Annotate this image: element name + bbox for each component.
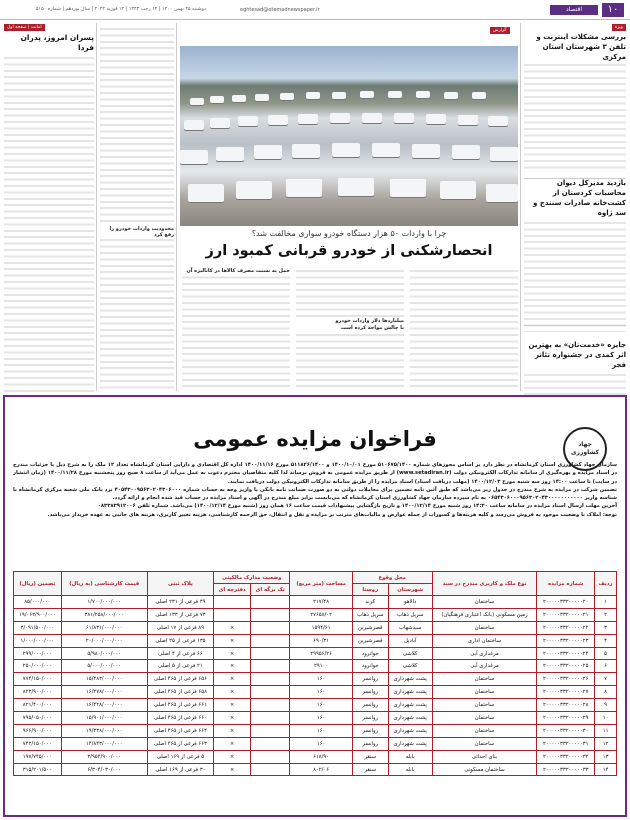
cell-price: ۵/۰۰۰/۰۰۰/۰۰۰ [61, 660, 147, 673]
cell-area: ۶۹۰/۳۱ [290, 634, 352, 647]
cell-village: آبادپل [388, 634, 432, 647]
cell-type: مرغداری آبی [432, 647, 537, 660]
cell-plate: ۲۱ فرعی از ۵ اصلی [147, 660, 213, 673]
cell-plate: ۶۶ فرعی از ۴ اصلی [147, 647, 213, 660]
cell-price: ۱/۷۰۰/۰۰۰/۰۰۰ [61, 596, 147, 609]
divider [524, 325, 626, 326]
cell-row: ۳ [595, 621, 617, 634]
left-column-body [4, 55, 94, 395]
cell-price: ۱۶/۴۲۸/۰۰۰/۰۰۰ [61, 699, 147, 712]
cell-single: × [214, 750, 251, 763]
ad-title: فراخوان مزایده عمومی [193, 427, 437, 451]
article-col-2 [296, 268, 404, 390]
cell-deposit: ۷۴۲/۱۵۰/۰۰۰ [14, 737, 62, 750]
cell-area: ۲۹۹۵۶/۲۶ [290, 647, 352, 660]
col-doc-status: وضعیت مدارک مالکیتی [214, 572, 290, 584]
jihad-agriculture-logo [563, 427, 607, 471]
cell-price: ۱۶/۴۷۸/۰۰۰/۰۰۰ [61, 686, 147, 699]
col-notebook: دفترچه ای [214, 584, 251, 596]
news2-body [524, 220, 626, 332]
cell-notebook [251, 647, 290, 660]
column-divider [176, 23, 177, 391]
cell-plate: ۸۹ فرعی از ۱۷ اصلی [147, 621, 213, 634]
main-tag: گزارش [490, 27, 510, 34]
cell-notebook [251, 634, 290, 647]
article-col-3 [182, 268, 290, 390]
cell-single: × [214, 737, 251, 750]
page-number: ۱۰ [602, 3, 624, 17]
table-row [14, 699, 617, 712]
ad-paragraph: توجه: املاک با وضعیت موجود به فروش می‌رسد و کلیه هزینه‌ها و کسورات از جمله عوارض و مالیات‌های مترتب بر مزایده و نقل و انتقال، حق الزحمه کارشناسی، هزینه تغییر کاربری، هزینه های جانبی به عهده خریدار می‌باشد. [47, 511, 617, 518]
table-row [14, 621, 617, 634]
col-city: شهرستان [388, 584, 432, 596]
article-subhead-2: با چالش مواجه کرده است [340, 325, 404, 331]
cell-type: ساختمان مسکونی [432, 763, 537, 776]
cell-notebook [251, 737, 290, 750]
cell-city: کرند [352, 596, 388, 609]
cell-price: ۱۹/۳۳۸/۰۰۰/۰۰۰ [61, 724, 147, 737]
table-row [14, 686, 617, 699]
ad-paragraph: آخرین مهلت ارسال اسناد مزایده در سامانه ساعت ۱۴:۳۰ روز شنبه مورخ ۱۴۰۰/۱۲/۱۴ و تاریخ بازگشایی پیشنهادات قیمت ساعت ۱۶ همان روز (شنبه مورخ ۱۴۰۰/۱۲/۱۴) می‌باشد. شماره تلفن ۰۸۳۳۸۳۹۱۲۰۰۶ [97, 503, 617, 510]
cell-deposit: ۷۹۵/۰۵۰/۰۰۰ [14, 712, 62, 725]
cell-deposit: ۳۱۵/۲۰۱/۵۰۰ [14, 763, 62, 776]
article-subhead-1: میلیاردها دلار واردات خودرو [335, 318, 404, 324]
date-line: دوشنبه ۲۵ بهمن ۱۴۰۰ | ۱۲ رجب ۱۴۴۳ | ۱۴ فوریه ۲۰۲۲ | سال نوزدهم | شماره ۵۱۵۰ [35, 7, 206, 12]
cell-village: کلاشی [388, 647, 432, 660]
cell-price: ۶/۳۰۴/۰۳۰/۰۰۰ [61, 763, 147, 776]
cell-village: پشت شهرداری [388, 686, 432, 699]
cell-auction-number: ۲۰۰۰۰۰۳۳۲۰۰۰۰۰۲۰ [537, 596, 595, 609]
cell-price: ۱۵/۴۸۳/۰۰۰/۰۰۰ [61, 673, 147, 686]
article-headline: انحصارشکنی از خودرو قربانی کمبود ارز [205, 243, 493, 259]
cell-auction-number: ۲۰۰۰۰۰۳۳۲۰۰۰۰۰۳۰ [537, 724, 595, 737]
col-type: نوع ملک و کاربری مندرج در سند [432, 572, 537, 596]
cell-auction-number: ۲۰۰۰۰۰۳۳۲۰۰۰۰۰۲۵ [537, 660, 595, 673]
cell-village: پشت شهرداری [388, 699, 432, 712]
table-row [14, 673, 617, 686]
cell-notebook [251, 608, 290, 621]
continued-column [100, 26, 174, 390]
cell-price: ۲۰/۰۰۰/۰۰۰/۰۰۰ [61, 634, 147, 647]
cell-single: × [214, 724, 251, 737]
cell-type: زمین مسکونی (بانک اعتباری فرهنگیان) [432, 608, 537, 621]
cell-auction-number: ۲۰۰۰۰۰۳۳۲۰۰۰۰۰۲۴ [537, 647, 595, 660]
cell-auction-number: ۲۰۰۰۰۰۳۳۲۰۰۰۰۰۳۱ [537, 737, 595, 750]
col-village: روستا [352, 584, 388, 596]
cell-plate: ۶۵۶ فرعی از ۴۶۵ اصلی [147, 673, 213, 686]
cell-notebook [251, 750, 290, 763]
cell-village: پشت شهرداری [388, 737, 432, 750]
cell-single: × [214, 673, 251, 686]
cell-area: ۱۶۰ [290, 673, 352, 686]
cell-plate: ۵ فرعی از ۱۶۹ اصلی [147, 750, 213, 763]
cell-auction-number: ۲۰۰۰۰۰۳۳۲۰۰۰۰۰۲۳ [537, 634, 595, 647]
cell-single [214, 596, 251, 609]
cell-auction-number: ۲۰۰۰۰۰۳۳۲۰۰۰۰۰۲۲ [537, 621, 595, 634]
cell-deposit: ۸۲۱/۴۰۰/۰۰۰ [14, 699, 62, 712]
cell-row: ۷ [595, 673, 617, 686]
cell-area: ۱۶۰ [290, 737, 352, 750]
column-divider [520, 23, 521, 391]
col-area: مساحت (متر مربع) [290, 572, 352, 596]
col-plate: پلاک ثبتی [147, 572, 213, 596]
cell-single: × [214, 621, 251, 634]
col-deposit: تضمین (ریال) [14, 572, 62, 596]
table-row [14, 750, 617, 763]
news1-title: بررسی مشکلات اینترنت و تلفن ۳ شهرستان استان مرکزی [536, 33, 626, 61]
cell-deposit: ۲۵۰/۰۰۰/۰۰۰ [14, 660, 62, 673]
cell-price: ۶۱/۸۳۱/۰۰۰/۰۰۰ [61, 621, 147, 634]
col-auction-number: شماره مزایده [537, 572, 595, 596]
cell-plate: ۶۶۳ فرعی از ۴۶۵ اصلی [147, 737, 213, 750]
cell-type: ساختمان [432, 621, 537, 634]
col-single: تک برگه ای [251, 584, 290, 596]
cell-single: × [214, 763, 251, 776]
cell-type: مرغداری آبی [432, 660, 537, 673]
cell-auction-number: ۲۰۰۰۰۰۳۳۲۰۰۰۰۰۳۳ [537, 763, 595, 776]
cell-price: ۳/۹۵۴/۹۰۰/۰۰۰ [61, 750, 147, 763]
cell-city: سنقر [352, 750, 388, 763]
cell-plate: ۶۶۰ فرعی از ۴۶۵ اصلی [147, 712, 213, 725]
website-address[interactable]: eghtesad@etemadnewspaper.ir [240, 7, 320, 13]
section-label: اقتصاد [550, 5, 598, 15]
cell-notebook [251, 699, 290, 712]
cell-notebook [251, 712, 290, 725]
table-row [14, 712, 617, 725]
cell-type: ساختمان [432, 686, 537, 699]
col-price: قیمت کارشناسی (به ریال) [61, 572, 147, 596]
cell-deposit: ۷۷۴/۱۵۰/۰۰۰ [14, 673, 62, 686]
cell-village: پشت شهرداری [388, 724, 432, 737]
cell-city: روانسر [352, 737, 388, 750]
cell-area: ۲۹۱۰۰ [290, 660, 352, 673]
table-row [14, 660, 617, 673]
cell-plate: ۶۵۸ فرعی از ۴۶۵ اصلی [147, 686, 213, 699]
cell-deposit: ۹۶۶/۹۰۰/۰۰۰ [14, 724, 62, 737]
cell-plate: ۶۶۴ فرعی از ۴۶۵ اصلی [147, 724, 213, 737]
cell-type: ساختمان [432, 724, 537, 737]
cell-single: × [214, 647, 251, 660]
ad-paragraph: تضمین شرکت در مزایده به شرح مندرج در جدول زیر می‌باشد که طبق آئین نامه تضمین برای معاملات دولتی به دو صورت ضمانت نامه بانکی یا واریز وجه به حساب شماره ۴۰۵۴۳۰۰۹۵۶۳۰۲۰۴۳۰۶۰۰۰ نزد بانک ملی شعبه مرکزی کرمانشاه با شناسه واریز ۰۶۵۴۳۰۶۰۰۰۹۵۶۳۰۲۰۴۳۰۰۰۰۰۰۰۰۰۰۰ به نام سپرده سازمان جهاد کشاورزی استان کرمانشاه که می‌بایست برابر مبلغ مندرج در آگهی و اسناد مزایده در حساب قید شده انجام و ارائه گردد. [13, 486, 617, 502]
cell-row: ۱۳ [595, 750, 617, 763]
cell-auction-number: ۲۰۰۰۰۰۳۳۲۰۰۰۰۰۲۸ [537, 699, 595, 712]
article-kicker: چرا با واردات ۵۰ هزار دستگاه خودرو سواری مخالفت شد؟ [251, 229, 447, 238]
right-column [524, 23, 626, 418]
ad-body [13, 461, 617, 519]
table-row [14, 724, 617, 737]
cell-city: جوانرود [352, 647, 388, 660]
cell-notebook [251, 660, 290, 673]
cell-single: × [214, 699, 251, 712]
cell-single [214, 608, 251, 621]
cell-type: بنای احداثی [432, 750, 537, 763]
cell-row: ۹ [595, 699, 617, 712]
cell-city: روانسر [352, 686, 388, 699]
cell-row: ۱۲ [595, 737, 617, 750]
right-column-tag: ویژه [612, 24, 626, 31]
cell-city: سنقر [352, 763, 388, 776]
column-divider [96, 23, 97, 391]
cell-village: پشت شهرداری [388, 673, 432, 686]
cell-type: ساختمان [432, 596, 537, 609]
cell-plate: ۳۰ فرعی از ۱۶۹ اصلی [147, 763, 213, 776]
left-column-tag: امانت | صفحه اول [4, 24, 45, 31]
cell-deposit: ۸۵/۰۰۰/۰۰۰ [14, 596, 62, 609]
cell-village: سرپل ذهاب [388, 608, 432, 621]
cell-area: ۲۱۷/۴۸ [290, 596, 352, 609]
table-row [14, 647, 617, 660]
cell-price: ۳۸۱/۲۵۸/۰۰۰/۰۰۰ [61, 608, 147, 621]
cell-row: ۶ [595, 660, 617, 673]
table-row [14, 737, 617, 750]
cell-row: ۸ [595, 686, 617, 699]
cell-type: ساختمان [432, 673, 537, 686]
auction-table [13, 571, 617, 776]
cell-city: روانسر [352, 673, 388, 686]
cell-type: ساختمان [432, 737, 537, 750]
cell-notebook [251, 673, 290, 686]
cell-village: کلاشی [388, 660, 432, 673]
cell-plate: ۷۳ فرعی از ۱۳۳ اصلی [147, 608, 213, 621]
cell-auction-number: ۲۰۰۰۰۰۳۳۲۰۰۰۰۰۲۱ [537, 608, 595, 621]
cell-auction-number: ۲۰۰۰۰۰۳۳۲۰۰۰۰۰۲۷ [537, 686, 595, 699]
cell-price: ۱۴/۸۴۳/۰۰۰/۰۰۰ [61, 737, 147, 750]
news3-title: جایزه «خدمت‌نان» به بهترین اثر کمدی در جشنواره تئاتر فجر [528, 341, 626, 369]
news2-title: بازدید مدیرکل دیوان محاسبات کردستان از کشت‌خانه صادرات سنندج و سد ژاوه [533, 179, 626, 217]
cell-village: بابله [388, 763, 432, 776]
cell-notebook [251, 763, 290, 776]
auction-table-wrapper [13, 571, 617, 776]
cell-auction-number: ۲۰۰۰۰۰۳۳۲۰۰۰۰۰۳۲ [537, 750, 595, 763]
cell-notebook [251, 621, 290, 634]
cell-city: روانسر [352, 724, 388, 737]
page-header [0, 0, 630, 20]
cell-price: ۱۵/۹۰۱/۰۰۰/۰۰۰ [61, 712, 147, 725]
ad-paragraph: سازمان جهاد کشاورزی استان کرمانشاه در نظر دارد بر اساس مجوزهای شماره ۵۱۰۶۷۵/۱۴۰۰ مورخ ۱۴۰۰/۱۰/۰۱ و ۵۱۱۸۲۶/۱۴۰۰ مورخ ۱۴۰۰/۱۱/۱۶ اداره کل اقتصادی و دارایی استان کرمانشاه تعداد ۱۲ ملک را به شرح ذیل با جزئیات مندرج در اسناد مزایده و بهره‌گیری از سامانه تدارکات الکترونیکی دولت (www.setadiran.ir) از طریق مزایده عمومی به فروش برساند لذا کلیه متقاضیان محترم دعوت به عمل می‌آید از ساعت ۸ صبح روز پنجشنبه مورخ ۱۴۰۰/۱۱/۲۸ (زمان انتشار در سایت) تا ساعت ۱۴:۰۰ روز سه شنبه مورخ ۱۴۰۰/۱۲/۰۳ (مهلت دریافت اسناد) اسناد مزایده را از طریق سامانه تدارکات الکترونیکی دولت دریافت نمایند. [13, 462, 617, 485]
col-location: محل وقوع [352, 572, 432, 584]
cell-row: ۱۱ [595, 724, 617, 737]
cell-notebook [251, 724, 290, 737]
cell-area: ۱۶۰ [290, 712, 352, 725]
cell-auction-number: ۲۰۰۰۰۰۳۳۲۰۰۰۰۰۲۹ [537, 712, 595, 725]
cell-area: ۱۶۰ [290, 724, 352, 737]
cell-deposit: ۲۹۹/۰۰۰/۰۰۰ [14, 647, 62, 660]
cell-village: سیدشهاب [388, 621, 432, 634]
left-column-title: پسران امروز، پدران فردا [20, 33, 94, 52]
cell-row: ۱۰ [595, 712, 617, 725]
cell-city: روانسر [352, 699, 388, 712]
table-row [14, 634, 617, 647]
news1-body [524, 62, 626, 172]
cell-row: ۲ [595, 608, 617, 621]
cell-deposit: ۱۹۷/۷۴۵/۰۰۰ [14, 750, 62, 763]
table-row [14, 596, 617, 609]
cell-single: × [214, 686, 251, 699]
cell-village: بابله [388, 750, 432, 763]
cell-type: ساختمان اداری [432, 634, 537, 647]
table-row [14, 608, 617, 621]
cell-deposit: ۸۲۳/۹۰۰/۰۰۰ [14, 686, 62, 699]
cell-village: پشت شهرداری [388, 712, 432, 725]
cell-row: ۵ [595, 647, 617, 660]
cell-single: × [214, 712, 251, 725]
cell-area: ۱۶۰ [290, 686, 352, 699]
cell-city: قصرشیرین [352, 634, 388, 647]
cell-city: روانسر [352, 712, 388, 725]
cell-price: ۵/۹۸۰/۰۰۰/۰۰۰ [61, 647, 147, 660]
cars-lot-photo [180, 46, 518, 226]
auction-ad [3, 395, 627, 817]
cell-single: × [214, 660, 251, 673]
cell-plate: ۴۹ فرعی از ۲۳۱ اصلی [147, 596, 213, 609]
cell-type: ساختمان [432, 699, 537, 712]
table-row [14, 763, 617, 776]
article-col-1 [410, 268, 518, 390]
cell-single: × [214, 634, 251, 647]
cell-village: دالاهو [388, 596, 432, 609]
cell-area: ۲۷۶۵۸/۰۲ [290, 608, 352, 621]
cell-notebook [251, 686, 290, 699]
cell-type: ساختمان [432, 712, 537, 725]
left-column [4, 23, 94, 395]
cell-auction-number: ۲۰۰۰۰۰۳۳۲۰۰۰۰۰۲۶ [537, 673, 595, 686]
col-row: ردیف [595, 572, 617, 596]
cell-plate: ۶۶۱ فرعی از ۴۶۵ اصلی [147, 699, 213, 712]
logo-text: جهاد کشاورزی [571, 441, 599, 456]
cell-row: ۱ [595, 596, 617, 609]
cell-area: ۶۱۸/۹۰ [290, 750, 352, 763]
cell-plate: ۱۳۵ فرعی از ۲۵ اصلی [147, 634, 213, 647]
cell-city: قصرشیرین [352, 621, 388, 634]
cell-deposit: ۱/۰۰۰/۰۰۰/۰۰۰ [14, 634, 62, 647]
cell-deposit: ۱۹/۰۶۲/۹۰۰/۰۰۰ [14, 608, 62, 621]
cell-city: سرپل ذهاب [352, 608, 388, 621]
cell-area: ۱۶۰ [290, 699, 352, 712]
column-subhead: محدودیت واردات خودرو را رفع کرد [100, 226, 174, 239]
cell-row: ۴ [595, 634, 617, 647]
article-subhead-3: حمل به نسبت مصرف کالاها در کانالیزه آن [182, 268, 290, 274]
cell-deposit: ۳/۰۹۱/۵۰۰/۰۰۰ [14, 621, 62, 634]
cell-city: جوانرود [352, 660, 388, 673]
cell-area: ۸۰۲/۰۶ [290, 763, 352, 776]
divider [524, 178, 626, 179]
cell-notebook [251, 596, 290, 609]
cell-area: ۱۵۹۴/۶۱ [290, 621, 352, 634]
cell-row: ۱۴ [595, 763, 617, 776]
